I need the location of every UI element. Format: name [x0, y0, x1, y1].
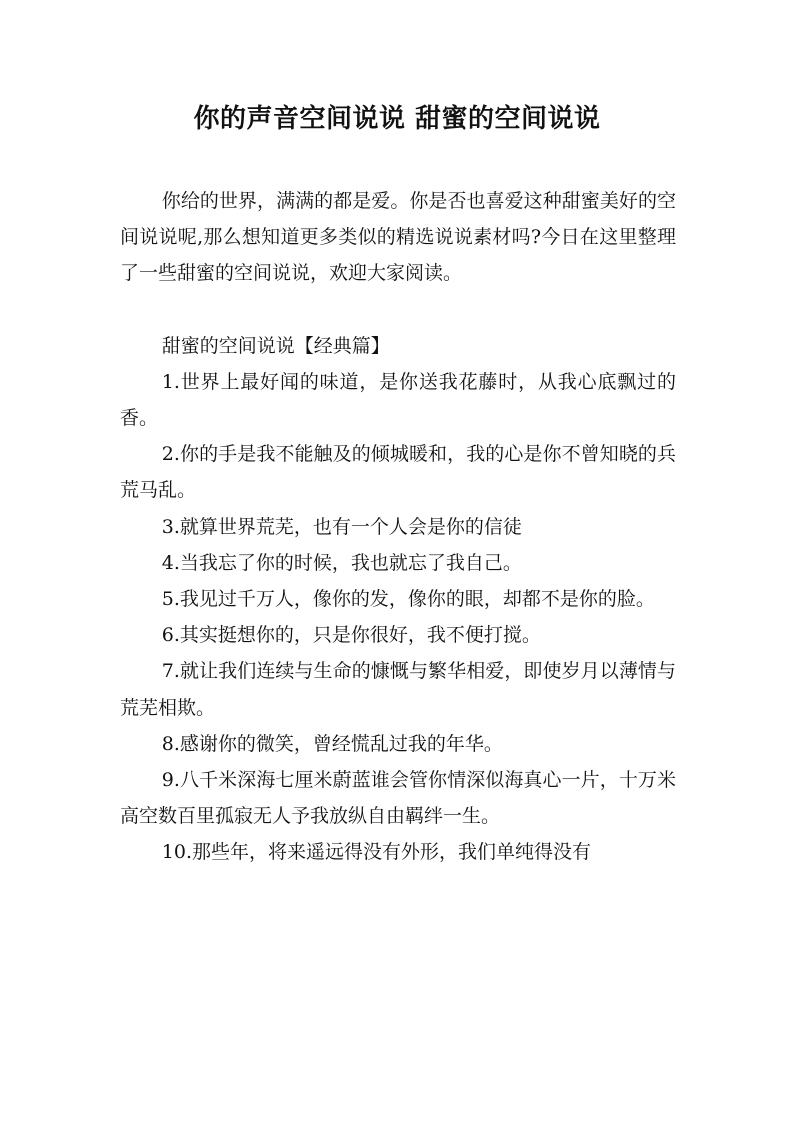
list-item: 2.你的手是我不能触及的倾城暖和，我的心是你不曾知晓的兵荒马乱。	[120, 443, 676, 502]
list-item: 4.当我忘了你的时候，我也就忘了我自己。	[161, 551, 522, 574]
list-item: 5.我见过千万人，像你的发，像你的眼，却都不是你的脸。	[161, 588, 655, 611]
list-item: 6.其实挺想你的，只是你很好，我不便打搅。	[161, 624, 541, 647]
list-item: 9.八千米深海七厘米蔚蓝谁会管你情深似海真心一片，十万米高空数百里孤寂无人予我放纵自由羁绊一生。	[120, 769, 676, 828]
list-item: 10.那些年，将来遥远得没有外形，我们单纯得没有	[161, 841, 592, 864]
paragraph-gap	[120, 292, 676, 328]
document-body	[120, 183, 676, 871]
section-heading: 甜蜜的空间说说【经典篇】	[161, 334, 390, 357]
list-item: 1.世界上最好闻的味道，是你送我花藤时，从我心底飘过的香。	[120, 370, 676, 430]
list-item: 8.感谢你的微笑，曾经慌乱过我的年华。	[161, 732, 503, 755]
page-title: 你的声音空间说说 甜蜜的空间说说	[193, 104, 601, 134]
list-item: 3.就算世界荒芜，也有一个人会是你的信徒	[161, 515, 522, 538]
intro-paragraph: 你给的世界，满满的都是爱。你是否也喜爱这种甜蜜美好的空间说说呢,那么想知道更多类似的精选说说素材吗?今日在这里整理了一些甜蜜的空间说说，欢迎大家阅读。	[120, 190, 676, 285]
list-item: 7.就让我们连续与生命的慷慨与繁华相爱，即使岁月以薄情与荒芜相欺。	[120, 660, 676, 719]
